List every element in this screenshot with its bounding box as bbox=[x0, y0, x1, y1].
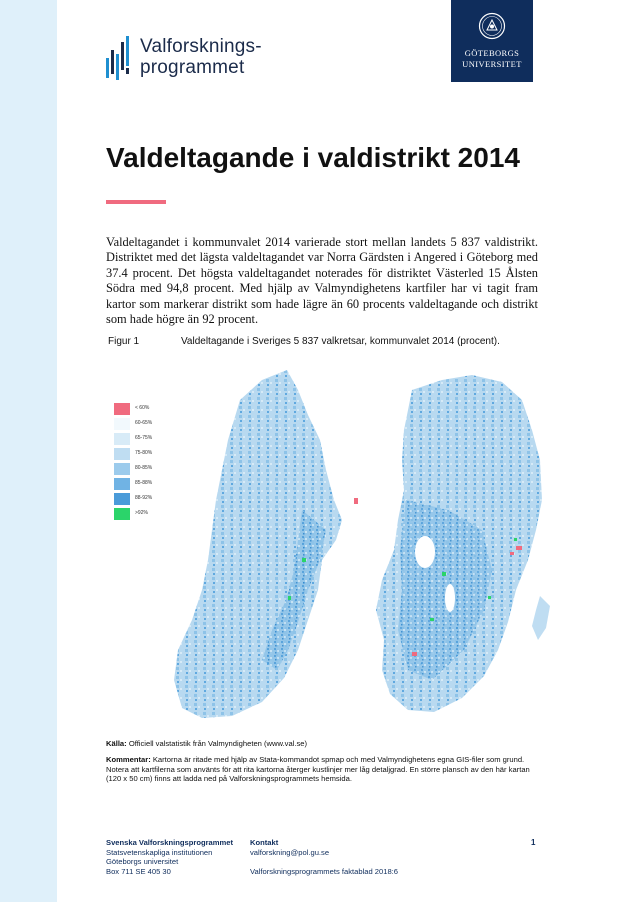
bar-chart-logo-icon bbox=[106, 36, 132, 82]
valforskningsprogrammet-wordmark bbox=[140, 36, 290, 78]
wordmark-line-2: programmet bbox=[140, 57, 245, 78]
footer-organization bbox=[106, 838, 246, 876]
legend-item bbox=[114, 402, 174, 417]
legend-item bbox=[114, 492, 174, 507]
footer-spacer bbox=[250, 857, 490, 867]
legend-swatch bbox=[114, 448, 130, 460]
legend-swatch bbox=[114, 508, 130, 520]
intro-paragraph: Valdeltagandet i kommunvalet 2014 varierade stort mellan landets 5 837 valdistrikt. Distriktet med det lägsta valdeltagandet var Norra Gärdsten i Angered i Göteborg med 37.4 procent. Det högsta valdeltagandet noterades för distriktet Västerled 15 Ålsten Södra med 94,8 procent. Med hjälp av Valmyndighetens kartfiler har vi tagit fram kartor som markerar distrikt som hade lägre än 60 procents valdeltagande och distrikt som hade högre än 92 procent. bbox=[106, 235, 538, 327]
university-seal-icon bbox=[478, 12, 506, 40]
footer-org-name: Svenska Valforskningsprogrammet bbox=[106, 838, 234, 847]
legend-label: < 60% bbox=[135, 405, 150, 411]
legend-label: 85-88% bbox=[135, 480, 153, 486]
footer-contact bbox=[250, 838, 490, 876]
comment-note bbox=[106, 755, 546, 784]
figure-caption: Valdeltagande i Sveriges 5 837 valkretsar, kommunvalet 2014 (procent). bbox=[181, 336, 500, 347]
legend-label: >92% bbox=[135, 510, 148, 516]
source-text: Officiell valstatistik från Valmyndigheten (www.val.se) bbox=[128, 739, 308, 748]
goteborgs-universitet-logo bbox=[451, 0, 533, 82]
lake-vanern bbox=[415, 536, 435, 568]
legend-swatch bbox=[114, 463, 130, 475]
lake-vattern bbox=[445, 584, 455, 612]
legend-label: 80-85% bbox=[135, 465, 153, 471]
legend-item bbox=[114, 507, 174, 522]
legend-swatch bbox=[114, 493, 130, 505]
goteborgs-universitet-wordmark bbox=[451, 48, 533, 70]
legend-swatch bbox=[114, 433, 130, 445]
side-color-strip bbox=[0, 0, 57, 902]
legend-item bbox=[114, 417, 174, 432]
legend-item bbox=[114, 477, 174, 492]
sweden-turnout-map bbox=[112, 360, 560, 728]
legend-item bbox=[114, 462, 174, 477]
footer-series: Valforskningsprogrammets faktablad 2018:6 bbox=[250, 866, 399, 876]
footer-org-line: Göteborgs universitet bbox=[106, 857, 179, 866]
comment-label: Kommentar: bbox=[106, 755, 151, 764]
map-legend bbox=[114, 402, 174, 522]
page-number: 1 bbox=[531, 838, 536, 847]
source-label: Källa: bbox=[106, 739, 127, 748]
title-accent-bar bbox=[106, 200, 166, 204]
page-title: Valdeltagande i valdistrikt 2014 bbox=[106, 142, 520, 173]
legend-swatch bbox=[114, 403, 130, 415]
legend-label: 60-65% bbox=[135, 420, 153, 426]
figure-label: Figur 1 bbox=[108, 336, 140, 347]
gu-line-2: UNIVERSITET bbox=[462, 59, 522, 69]
wordmark-line-1: Valforsknings- bbox=[140, 36, 262, 57]
footer-contact-email[interactable]: valforskning@pol.gu.se bbox=[250, 847, 330, 857]
valforskningsprogrammet-logo bbox=[106, 36, 286, 84]
legend-label: 65-75% bbox=[135, 435, 153, 441]
legend-item bbox=[114, 432, 174, 447]
footer-org-line: Statsvetenskapliga institutionen bbox=[106, 847, 213, 857]
comment-text: Kartorna är ritade med hjälp av Stata-kommandot spmap och med Valmyndighetens egna GIS-filer som grund. Notera att kartfilerna som använts för att rita kartorna återger kustlinjer mer låg detaljgrad. En större plansch av den här kartan (120 x 50 cm) finns att ladda ned på Valforskningsprogrammets hemsida. bbox=[106, 755, 530, 784]
footer-org-line: Box 711 SE 405 30 bbox=[106, 866, 171, 876]
legend-label: 88-92% bbox=[135, 495, 153, 501]
island-gotland bbox=[532, 596, 550, 640]
source-note bbox=[106, 739, 546, 748]
legend-swatch bbox=[114, 478, 130, 490]
legend-swatch bbox=[114, 418, 130, 430]
legend-label: 75-80% bbox=[135, 450, 153, 456]
legend-item bbox=[114, 447, 174, 462]
footer-contact-label: Kontakt bbox=[250, 838, 279, 847]
gu-line-1: GÖTEBORGS bbox=[464, 48, 520, 58]
